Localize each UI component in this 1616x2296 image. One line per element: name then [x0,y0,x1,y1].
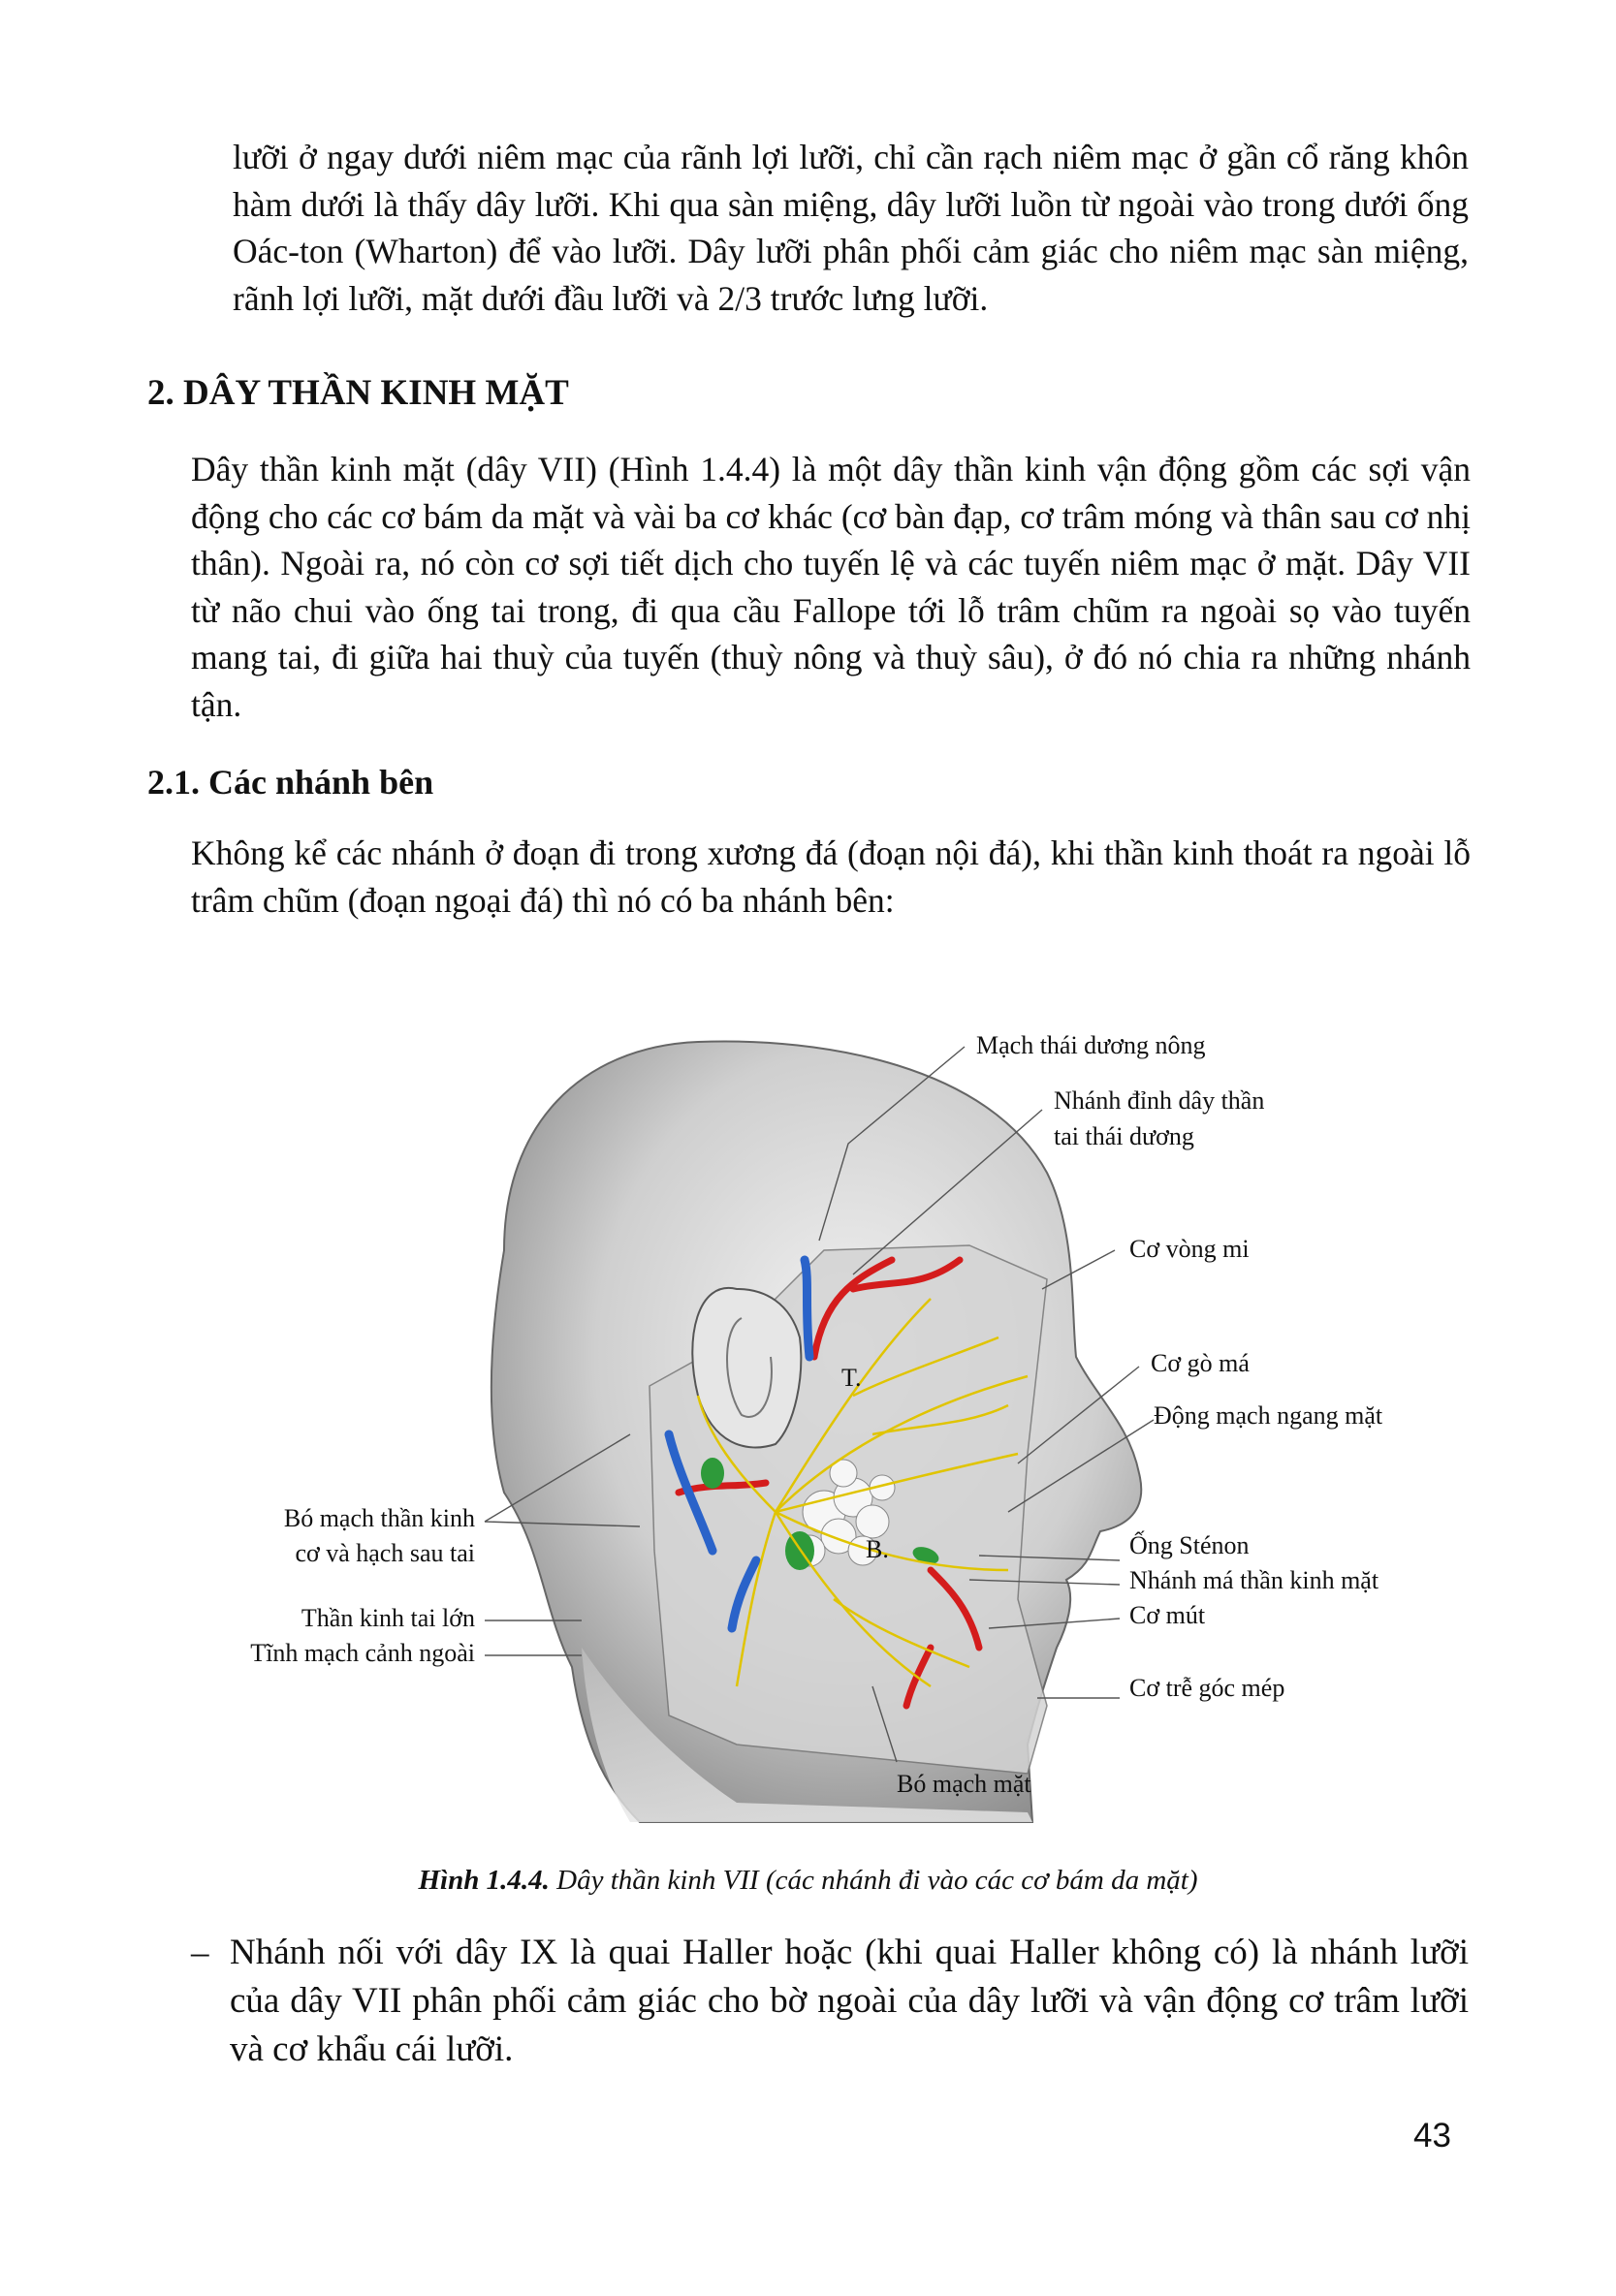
caption-number: Hình 1.4.4. [418,1865,550,1896]
label-buccinator: Cơ mút [1129,1601,1206,1629]
label-facial-vessels: Bó mạch mặt [897,1770,1031,1798]
label-buccal-branch: Nhánh má thần kinh mặt [1129,1566,1379,1594]
page-number: 43 [1413,2117,1451,2154]
label-external-jugular-vein: Tĩnh mạch cảnh ngoài [250,1639,475,1667]
facial-nerve-illustration [0,998,1616,1851]
subsection-heading: 2.1. Các nhánh bên [147,763,434,802]
paragraph-lingual-nerve: lưỡi ở ngay dưới niêm mạc của rãnh lợi lưỡi, chỉ cần rạch niêm mạc ở gần cổ răng khôn hàm dưới là thấy dây lưỡi. Khi qua sàn miệng, dây lưỡi luồn từ ngoài vào trong dưới ống Oác-ton (Wharton) để vào lưỡi. Dây lưỡi phân phối cảm giác cho niêm mạc sàn miệng, rãnh lợi lưỡi, mặt dưới đầu lưỡi và 2/3 trước lưng lưỡi. [233,138,1469,318]
caption-text: Dây thần kinh VII (các nhánh đi vào các cơ bám da mặt) [549,1865,1198,1896]
paragraph-branch-ix: Nhánh nối với dây IX là quai Haller hoặc (khi quai Haller không có) là nhánh lưỡi của dây VII phân phối cảm giác cho bờ ngoài của dây lưỡi và vận động cơ trâm lưỡi và cơ khẩu cái lưỡi. [230,1933,1469,2069]
figure-caption [0,1865,1616,1897]
bullet-dash: – [191,1933,209,1972]
section-heading: 2. DÂY THẦN KINH MẶT [147,373,569,413]
paragraph-facial-nerve-intro: Dây thần kinh mặt (dây VII) (Hình 1.4.4) là một dây thần kinh vận động gồm các sợi vận động cho các cơ bám da mặt và vài ba cơ khác (cơ bàn đạp, cơ trâm móng và thân sau cơ nhị thân). Ngoài ra, nó còn cơ sợi tiết dịch cho tuyến lệ và các tuyến niêm mạc ở mặt. Dây VII từ não chui vào ống tai trong, đi qua cầu Fallope tới lỗ trâm chũm ra ngoài sọ vào tuyến mang tai, đi giữa hai thuỳ của tuyến (thuỳ nông và thuỳ sâu), ở đó nó chia ra những nhánh tận. [191,450,1471,724]
label-orbicularis-oculi: Cơ vòng mi [1129,1235,1250,1263]
label-zygomaticus: Cơ gò má [1151,1349,1250,1377]
label-neurovascular-bundle-line2: cơ và hạch sau tai [295,1539,475,1567]
label-neurovascular-bundle-line1: Bó mạch thần kinh [283,1504,475,1532]
label-parietal-branch-line1: Nhánh đỉnh dây thần [1054,1086,1265,1115]
paragraph-side-branches: Không kể các nhánh ở đoạn đi trong xương đá (đoạn nội đá), khi thần kinh thoát ra ngoài lỗ trâm chũm (đoạn ngoại đá) thì nó có ba nhánh bên: [191,833,1471,920]
label-stenon-duct: Ống Sténon [1129,1531,1250,1559]
label-superficial-temporal-vessels: Mạch thái dương nông [976,1031,1206,1059]
marker-b: B. [866,1535,889,1563]
label-parietal-branch-line2: tai thái dương [1054,1122,1194,1150]
label-transverse-facial-artery: Động mạch ngang mặt [1154,1401,1383,1430]
label-depressor-anguli-oris: Cơ trễ góc mép [1129,1674,1285,1702]
marker-t: T. [841,1364,862,1392]
label-great-auricular-nerve: Thần kinh tai lớn [301,1604,475,1632]
